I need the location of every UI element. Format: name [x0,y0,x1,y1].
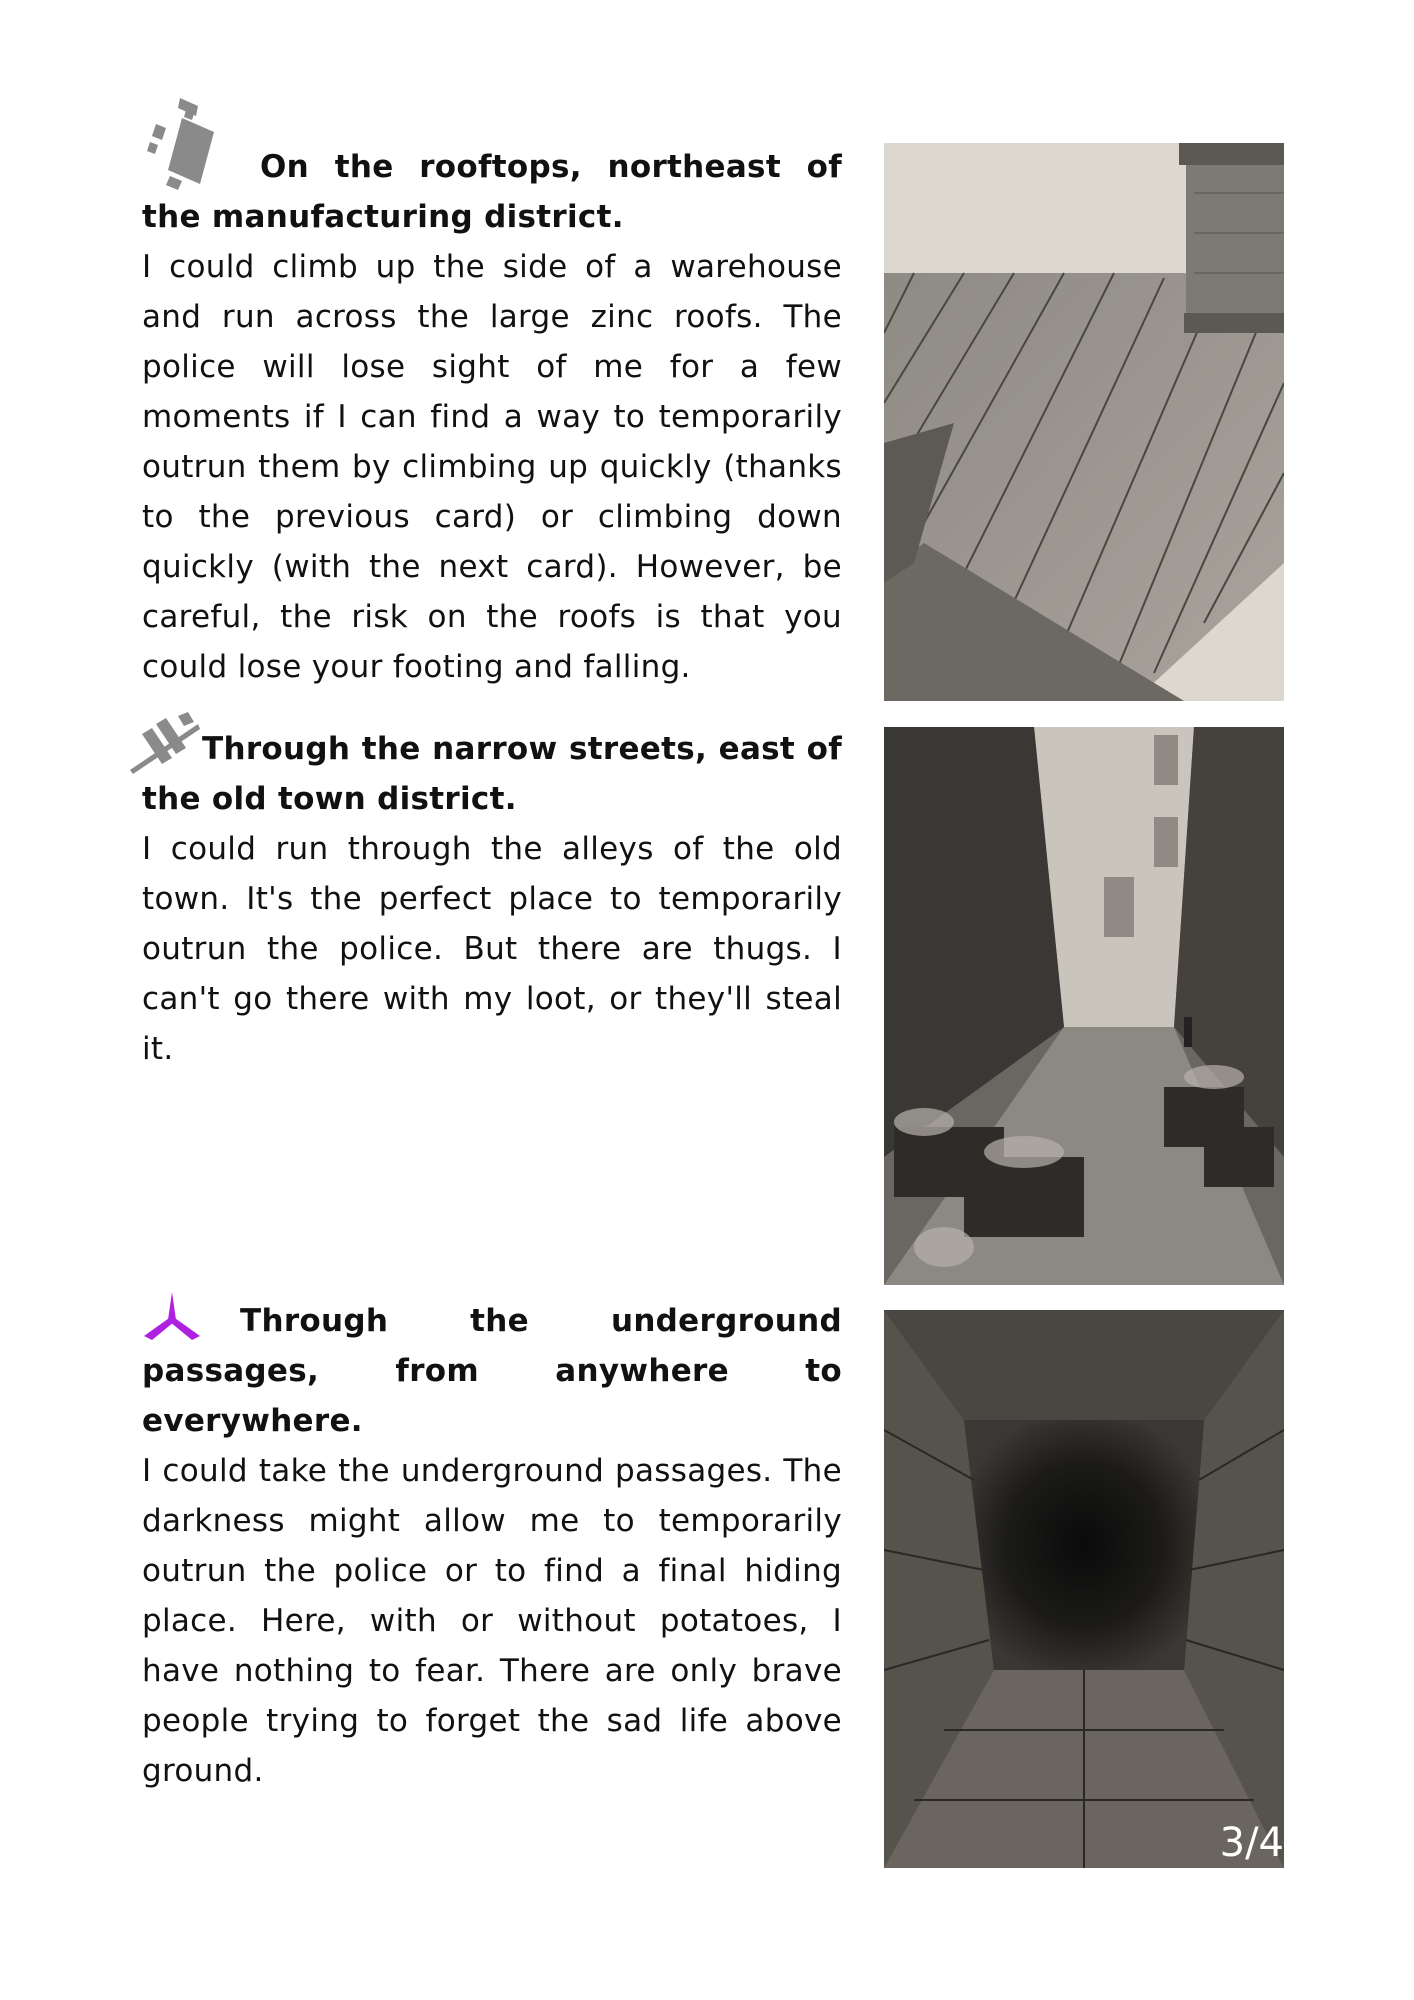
section-heading: On the rooftops, northeast of the manufacturing district. [142,149,842,235]
tunnel-illustration [884,1310,1284,1868]
alley-illustration [884,727,1284,1285]
satellite-gray-icon [142,92,232,192]
section-heading: Through the underground passages, from anywhere to everywhere. [142,1303,842,1439]
section-body: I could run through the alleys of the old town. It's the perfect place to temporarily outrun the police. But there are thugs. I can't go there with my loot, or they'll steal it. [142,831,842,1067]
section-underground [142,1290,842,1796]
rooftop-illustration [884,143,1284,701]
section-rooftops [142,92,842,692]
section-heading: Through the narrow streets, east of the old town district. [142,731,842,817]
page-number: 3/4 [1219,1820,1284,1866]
section-body: I could climb up the side of a warehouse and run across the large zinc roofs. The police will lose sight of me for a few moments if I can find a way to temporarily outrun them by climbing up quickly (thanks to the previous card) or climbing down quickly (with the next card). However, be careful, the risk on the roofs is that you could lose your footing and falling. [142,249,842,685]
section-narrow-streets [142,712,842,1074]
purple-tristar-icon [142,1290,202,1346]
section-body: I could take the underground passages. The darkness might allow me to temporarily outrun the police or to find a final hiding place. Here, with or without potatoes, I have nothing to fear. There are only brave people trying to forget the sad life above ground. [142,1453,842,1789]
satellite-tilted-gray-icon [128,712,200,774]
